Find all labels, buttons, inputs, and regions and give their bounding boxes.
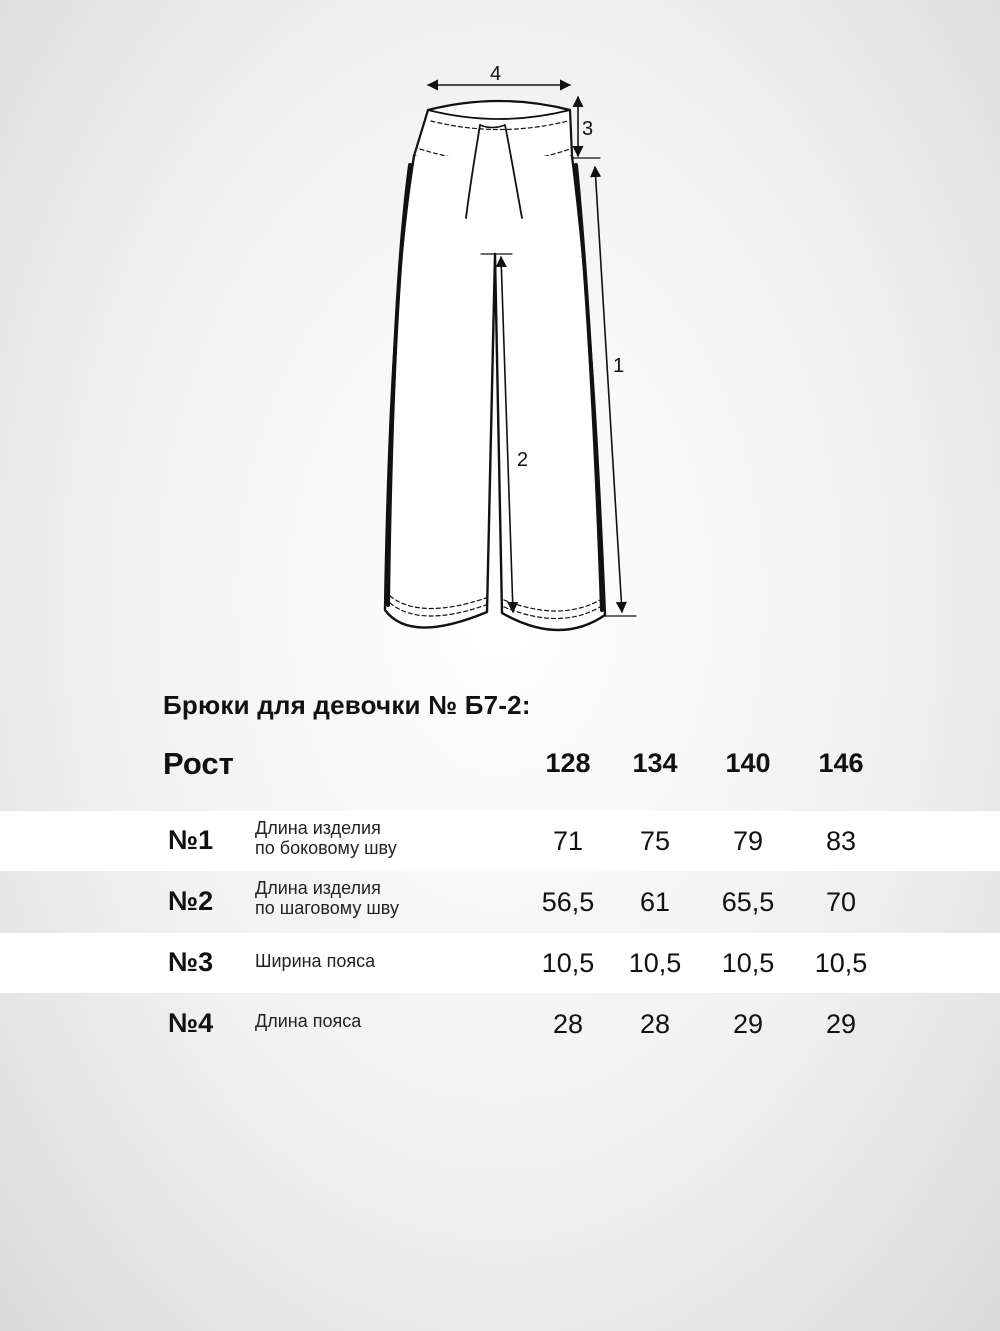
- value-cell: 75: [639, 826, 671, 856]
- value-cell: 70: [825, 887, 857, 917]
- value-cell: 71: [552, 826, 584, 856]
- value-cell: 10,5: [814, 948, 868, 978]
- size-header-row: [0, 740, 1000, 790]
- row-number: №2: [168, 886, 214, 916]
- row-description: Длина изделия по боковому шву: [255, 818, 397, 858]
- height-label: Рост: [163, 746, 234, 781]
- value-cell: 29: [825, 1009, 857, 1039]
- value-cell: 56,5: [541, 887, 595, 917]
- row-number: №4: [168, 1008, 214, 1038]
- size-146: 146: [818, 748, 864, 778]
- table-row-3: [0, 933, 1000, 993]
- size-140: 140: [725, 748, 771, 778]
- value-cell: 29: [732, 1009, 764, 1039]
- value-cell: 28: [552, 1009, 584, 1039]
- value-cell: 10,5: [541, 948, 595, 978]
- dim2-label: 2: [517, 449, 529, 471]
- value-cell: 83: [825, 826, 857, 856]
- dim1-label: 1: [613, 355, 625, 377]
- row-description: Длина пояса: [255, 1011, 362, 1031]
- value-cell: 61: [639, 887, 671, 917]
- product-title: Брюки для девочки № Б7-2:: [163, 690, 531, 720]
- dim3-label: 3: [582, 118, 594, 140]
- table-row-4: [0, 994, 1000, 1054]
- table-row-2: [0, 872, 1000, 932]
- row-description: Ширина пояса: [255, 951, 376, 971]
- value-cell: 28: [639, 1009, 671, 1039]
- size-134: 134: [632, 748, 678, 778]
- row-number: №1: [168, 825, 214, 855]
- row-description: Длина изделия по шаговому шву: [255, 878, 399, 918]
- value-cell: 65,5: [721, 887, 775, 917]
- row-number: №3: [168, 947, 214, 977]
- value-cell: 79: [732, 826, 764, 856]
- value-cell: 10,5: [721, 948, 775, 978]
- dim4-label: 4: [490, 63, 502, 85]
- value-cell: 10,5: [628, 948, 682, 978]
- table-row-1: [0, 811, 1000, 871]
- pants-outline: [385, 156, 605, 630]
- size-128: 128: [545, 748, 591, 778]
